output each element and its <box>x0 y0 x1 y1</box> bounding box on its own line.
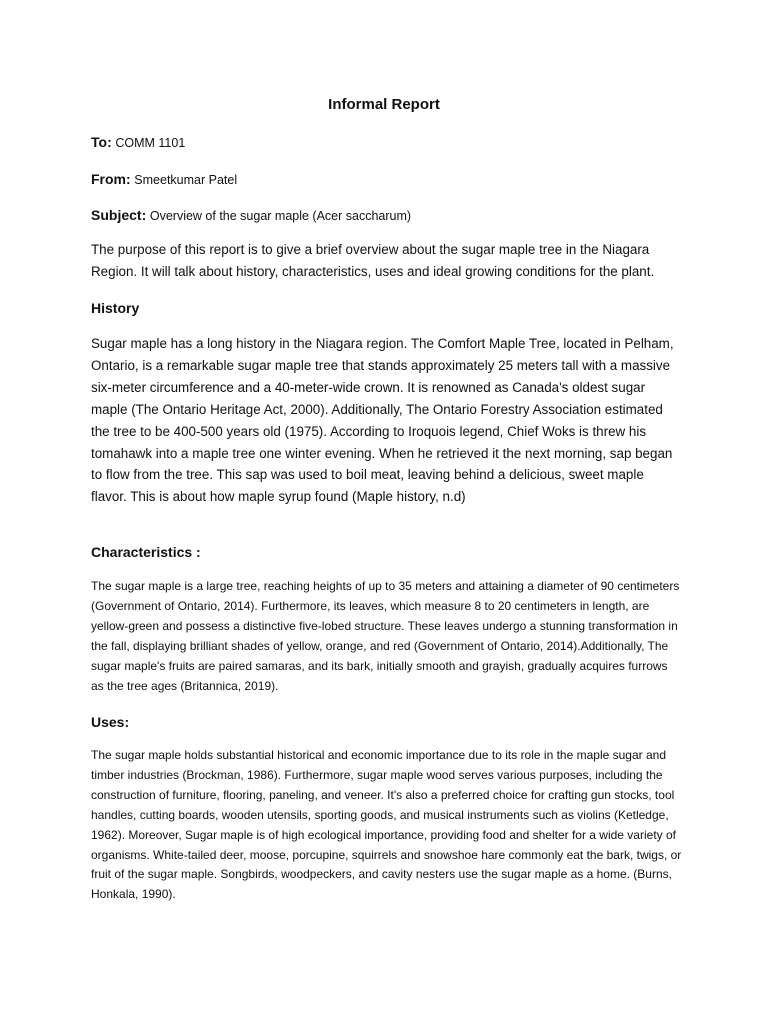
characteristics-heading: Characteristics : <box>91 544 201 560</box>
history-heading: History <box>91 300 140 316</box>
history-paragraph: Sugar maple has a long history in the Niagara region. The Comfort Maple Tree, located in Pelham, Ontario, is a remarkable sugar maple tree that stands approximately 25 meters tall with a massive six-meter circumference and a 40-meter-wide crown. It is renowned as Canada's oldest sugar maple (The Ontario Heritage Act, 2000). Additionally, The Ontario Forestry Association estimated the tree to be 400-500 years old (1975). According to Iroquois legend, Chief Woks is threw his tomahawk into a maple tree one winter evening. When he retrieved it the next morning, sap began to flow from the tree. This sap was used to boil meat, leaving behind a delicious, sweet maple flavor. This is about how maple syrup found (Maple history, n.d) <box>91 336 674 505</box>
report-title: Informal Report <box>328 96 440 113</box>
from-line <box>91 171 237 189</box>
subject-value: Overview of the sugar maple (Acer saccharum) <box>149 209 412 223</box>
to-value: COMM 1101 <box>115 136 186 150</box>
uses-paragraph: The sugar maple holds substantial historical and economic importance due to its role in the maple sugar and timber industries (Brockman, 1986). Furthermore, sugar maple wood serves various purposes, including the construction of furniture, flooring, paneling, and veneer. It's also a preferred choice for crafting gun stocks, tool handles, cutting boards, wooden utensils, sporting goods, and musical instruments such as violins (Ketledge, 1962). Moreover, Sugar maple is of high ecological importance, providing food and shelter for a wide variety of organisms. White-tailed deer, moose, porcupine, squirrels and snowshoe hare commonly eat the bark, twigs, or fruit of the sugar maple. Songbirds, woodpeckers, and cavity nesters use the sugar maple as a home. (Burns, Honkala, 1990). <box>91 748 682 902</box>
intro-paragraph: The purpose of this report is to give a brief overview about the sugar maple tree in the Niagara Region. It will talk about history, characteristics, uses and ideal growing conditions for the plant. <box>91 242 655 279</box>
to-label: To: <box>91 134 112 150</box>
subject-line <box>91 207 411 225</box>
subject-label: Subject: <box>91 207 147 223</box>
from-value: Smeetkumar Patel <box>134 173 238 187</box>
from-label: From: <box>91 171 131 187</box>
characteristics-paragraph: The sugar maple is a large tree, reaching heights of up to 35 meters and attaining a diameter of 90 centimeters (Government of Ontario, 2014). Furthermore, its leaves, which measure 8 to 20 centimeters in length, are yellow-green and possess a distinctive five-lobed structure. These leaves undergo a stunning transformation in the fall, displaying brilliant shades of yellow, orange, and red (Government of Ontario, 2014).Additionally, The sugar maple's fruits are paired samaras, and its bark, initially smooth and grayish, gradually acquires furrows as the tree ages (Britannica, 2019). <box>91 579 680 693</box>
uses-heading: Uses: <box>91 714 130 730</box>
to-line <box>91 134 185 152</box>
